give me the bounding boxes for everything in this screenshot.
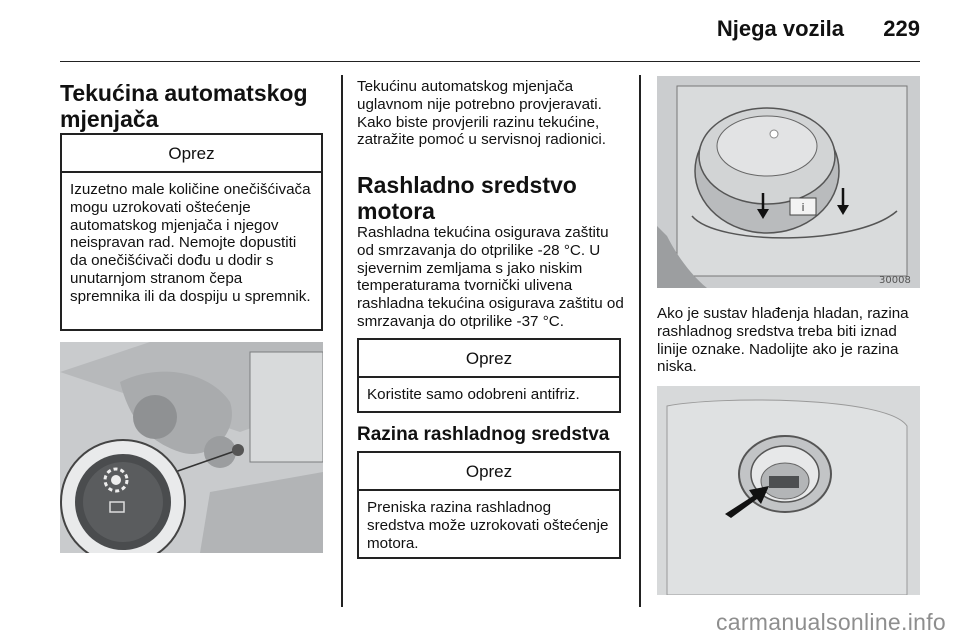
caution-text: Preniska razina rashladnog sredstva može uzrokovati oštećenje motora. <box>367 499 609 552</box>
page-number: 229 <box>883 16 920 41</box>
caution-title: Oprez <box>62 135 321 173</box>
column-divider-right <box>639 75 641 607</box>
transmission-fluid-heading: Tekućina automatskog mjenjača <box>60 80 308 132</box>
caution-box-transmission <box>60 133 323 331</box>
page-header <box>60 0 920 62</box>
coolant-filler-neck-illustration <box>657 386 920 595</box>
coolant-level-paragraph: Ako je sustav hlađenja hladan, razina rashladnog sredstva treba biti iznad linije oznake. Nadolijte ako je razina niska. <box>657 305 909 376</box>
watermark: carmanualsonline.info <box>715 609 946 635</box>
section-title: Njega vozila <box>716 16 844 41</box>
engine-coolant-paragraph: Rashladna tekućina osigurava zaštitu od smrzavanja do otprilike -28 °C. U sjevernim zemljama s jako niskim temperaturama tvornički ulivena rashladna tekućina osigurava zaštitu od smrzavanja do otprilike -37 °C. <box>357 224 624 330</box>
column-divider-left <box>341 75 343 607</box>
coolant-reservoir-illustration <box>657 76 920 288</box>
figure-code: 30008 <box>879 275 911 286</box>
coolant-level-heading: Razina rashladnog sredstva <box>357 424 610 445</box>
engine-coolant-heading: Rashladno sredstvo motora <box>357 172 577 224</box>
transmission-fluid-paragraph: Tekućinu automatskog mjenjača uglavnom nije potrebno provjeravati. Kako biste provjerili razinu tekućine, zatražite pomoć u servisnoj radionici. <box>357 78 607 149</box>
caution-text: Koristite samo odobreni antifriz. <box>367 386 580 403</box>
caution-title: Oprez <box>359 340 619 378</box>
caution-title: Oprez <box>359 453 619 491</box>
svg-text:i: i <box>801 201 805 214</box>
caution-box-coolant-level <box>357 451 621 559</box>
transmission-cap-illustration <box>60 342 323 553</box>
caution-text: Izuzetno male količine onečišćivača mogu uzrokovati oštećenje automatskog mjenjača i njegov neispravan rad. Nemojte dopustiti da onečišćivači dođu u dodir s unutarnjom stranom čepa spremnika ili da dospiju u spremnik. <box>70 181 311 305</box>
caution-box-antifreeze <box>357 338 621 413</box>
